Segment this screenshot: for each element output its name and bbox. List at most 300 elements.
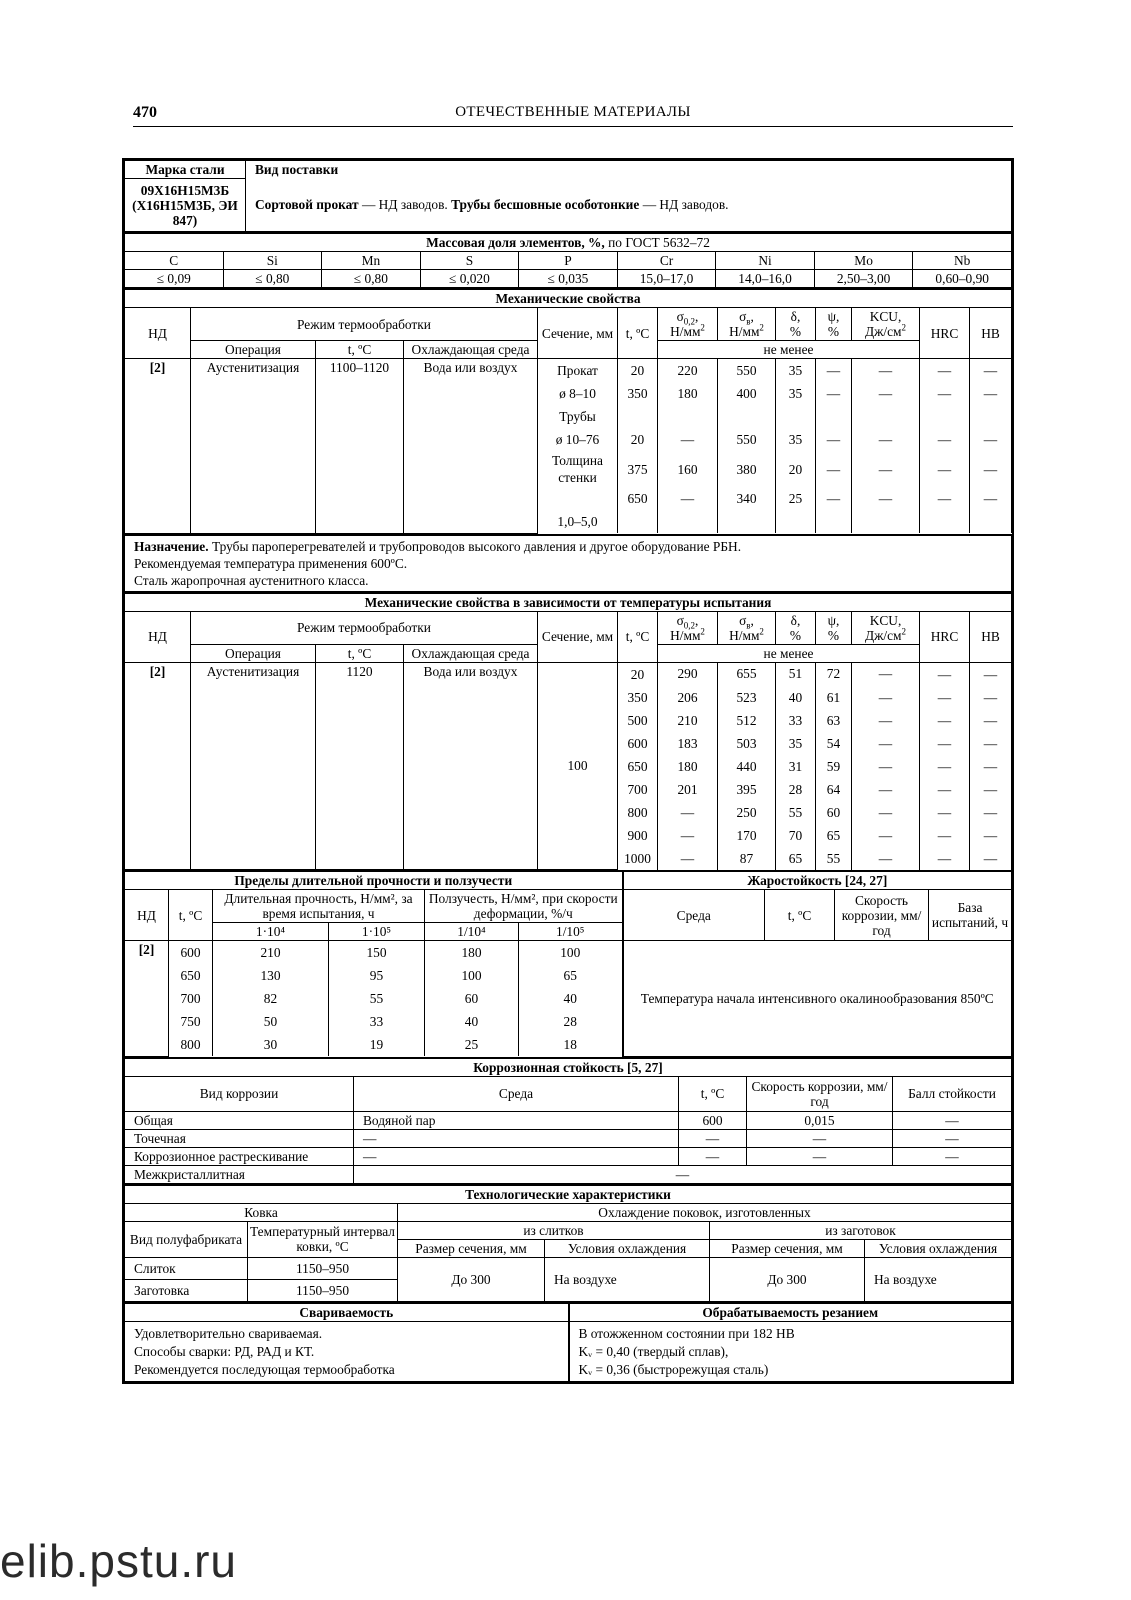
mech-temp-table	[124, 592, 1012, 871]
mech-temp-value: —	[852, 847, 920, 870]
mech-value: 550	[718, 359, 776, 383]
heat-rate-header: Скорость коррозии, мм/год	[835, 890, 929, 941]
cooling-value: Вода или воздух	[404, 359, 538, 534]
sigmab-header: $\sigma_в$, $Н/мм^2$	[718, 611, 776, 644]
page-header	[133, 104, 1013, 127]
cond-header: Условия охлаждения	[545, 1239, 710, 1257]
sigmab-header: $\sigma_в$, $Н/мм^2$	[718, 308, 776, 341]
t-header: t, ºC	[169, 890, 213, 941]
tech-table	[124, 1184, 1012, 1302]
table-row	[125, 941, 1012, 965]
cooling-header: Охлаждающая среда	[404, 341, 538, 359]
mech-value: 180	[658, 382, 718, 405]
mech-temp-value: —	[970, 709, 1012, 732]
steel-datasheet	[122, 158, 1014, 1384]
hrc-header: HRC	[920, 611, 970, 662]
heat-base-header: База испытаний, ч	[929, 890, 1012, 941]
mech-temp-value: 87	[718, 847, 776, 870]
creep-h2: 1·10⁵	[329, 923, 425, 941]
mech-value: 20	[618, 428, 658, 451]
section-value: ø 8–10	[538, 382, 618, 405]
watermark: elib.pstu.ru	[0, 1535, 238, 1587]
regime-header: Режим термообработки	[191, 611, 538, 644]
element-symbol: C	[125, 252, 224, 270]
mech-value	[920, 510, 970, 533]
creep-h3: 1/10⁴	[425, 923, 519, 941]
creep-value: 600	[169, 941, 213, 965]
creep-value: 55	[329, 987, 425, 1010]
nd-header: НД	[125, 308, 191, 359]
mech-temp-value: —	[852, 662, 920, 686]
table-row	[125, 662, 1012, 686]
corr-value: —	[354, 1147, 679, 1165]
supply-text: Сортовой прокат — НД заводов. Трубы бесшовные особотонкие — НД заводов.	[246, 179, 1012, 232]
mech-value	[970, 510, 1012, 533]
ne-menee: не менее	[658, 341, 920, 359]
creep-value: 18	[519, 1033, 623, 1056]
section-value: Толщина стенки	[538, 451, 618, 487]
mech-value: 550	[718, 428, 776, 451]
mech-value	[816, 510, 852, 533]
element-value: ≤ 0,80	[223, 270, 322, 288]
heat-medium-header: Среда	[623, 890, 765, 941]
creep-value: 700	[169, 987, 213, 1010]
corr-value: —	[679, 1147, 747, 1165]
mech-value: —	[970, 451, 1012, 487]
section-value	[538, 487, 618, 510]
operation-header: Операция	[191, 644, 316, 662]
mech-value	[852, 405, 920, 428]
mech-temp-value: 170	[718, 824, 776, 847]
mech-temp-value: —	[852, 801, 920, 824]
mech-temp-value: —	[658, 824, 718, 847]
element-symbol: P	[519, 252, 618, 270]
composition-table	[124, 232, 1012, 288]
mech-temp-value: 65	[816, 824, 852, 847]
mech-temp-value: 206	[658, 686, 718, 709]
section-header: Сечение, мм	[538, 308, 618, 359]
nd-header: НД	[125, 890, 169, 941]
mech-value: 400	[718, 382, 776, 405]
t-header: t, ºC	[618, 308, 658, 359]
mech-value: —	[920, 359, 970, 383]
corr-value: 600	[679, 1111, 747, 1129]
mech-temp-value: 61	[816, 686, 852, 709]
element-value: 15,0–17,0	[617, 270, 716, 288]
mech-temp-value: 250	[718, 801, 776, 824]
composition-title: Массовая доля элементов, %, по ГОСТ 5632–72	[125, 233, 1012, 252]
creep-value: 82	[213, 987, 329, 1010]
mech-temp-value: 500	[618, 709, 658, 732]
purpose-text: Назначение. Трубы пароперегревателей и трубопроводов высокого давления и другое оборудование РБН. Рекомендуемая температура применения 600ºС. Сталь жаропрочная аустенитного класса.	[125, 535, 1012, 592]
regime-header: Режим термообработки	[191, 308, 538, 341]
ne-menee: не менее	[658, 644, 920, 662]
tc-header: t, ºC	[316, 341, 404, 359]
mech-temp-value: 655	[718, 662, 776, 686]
mech-temp-value: 51	[776, 662, 816, 686]
mech-temp-value: 60	[816, 801, 852, 824]
mech-value: 350	[618, 382, 658, 405]
element-value: ≤ 0,020	[420, 270, 519, 288]
corrosion-title: Коррозионная стойкость [5, 27]	[125, 1058, 1012, 1077]
mech-temp-value: —	[920, 732, 970, 755]
creep-h4: 1/10⁵	[519, 923, 623, 941]
creep-value: 800	[169, 1033, 213, 1056]
creep-value: 65	[519, 964, 623, 987]
mech-temp-value: —	[920, 662, 970, 686]
mech-value: 20	[618, 359, 658, 383]
mech-temp-value: —	[852, 778, 920, 801]
interval-value: 1150–950	[248, 1279, 398, 1301]
creep-value: 50	[213, 1010, 329, 1033]
mech-value: 220	[658, 359, 718, 383]
hrc-header: HRC	[920, 308, 970, 359]
corr-value: —	[354, 1165, 1012, 1183]
mech-value: —	[970, 382, 1012, 405]
section-value: ø 10–76	[538, 428, 618, 451]
section-value: Прокат	[538, 359, 618, 383]
corr-rate-header: Скорость коррозии, мм/год	[747, 1076, 893, 1111]
interval-value: 1150–950	[248, 1257, 398, 1279]
mech-temp-value: 440	[718, 755, 776, 778]
element-symbol: Cr	[617, 252, 716, 270]
mech-temp-value: 1000	[618, 847, 658, 870]
creep-value: 100	[519, 941, 623, 965]
section-value: Трубы	[538, 405, 618, 428]
mech-temp-value: —	[852, 824, 920, 847]
mech-temp-value: —	[852, 686, 920, 709]
corr-value: Водяной пар	[354, 1111, 679, 1129]
mech-temp-value: —	[970, 824, 1012, 847]
mech-value	[718, 405, 776, 428]
corr-value: —	[747, 1129, 893, 1147]
mech-temp-value: 55	[816, 847, 852, 870]
mech-temp-value: —	[970, 732, 1012, 755]
mech-temp-value: —	[920, 801, 970, 824]
corr-value: —	[747, 1147, 893, 1165]
mech-title: Механические свойства	[125, 289, 1012, 308]
table-row	[125, 1129, 1012, 1147]
element-symbol: Mo	[814, 252, 913, 270]
mech-value: —	[920, 428, 970, 451]
sigma02-header: $\sigma_{0,2}$, $Н/мм^2$	[658, 611, 718, 644]
creep-value: 130	[213, 964, 329, 987]
mech-value: 650	[618, 487, 658, 510]
section-value: 100	[538, 662, 618, 870]
weld-text: Удовлетворительно свариваемая. Способы сварки: РД, РАД и КТ. Рекомендуется последующая термообработка	[125, 1321, 569, 1381]
corr-value: 0,015	[747, 1111, 893, 1129]
mech-value: —	[920, 451, 970, 487]
hb-header: HB	[970, 308, 1012, 359]
creep-value: 95	[329, 964, 425, 987]
nd-ref: [2]	[125, 359, 191, 534]
mech-value: —	[816, 382, 852, 405]
nd-ref: [2]	[125, 662, 191, 870]
mech-value: —	[970, 428, 1012, 451]
mech-value: 340	[718, 487, 776, 510]
cooling-forgings-header: Охлаждение поковок, изготовленных	[398, 1203, 1012, 1221]
section-header: Сечение, мм	[538, 611, 618, 662]
corr-value: Общая	[125, 1111, 354, 1129]
cond-value: На воздухе	[545, 1257, 710, 1301]
mech-value: —	[970, 487, 1012, 510]
mech-value: 20	[776, 451, 816, 487]
mech-temp-value: —	[920, 686, 970, 709]
psi-header: ψ, %	[816, 611, 852, 644]
corr-value: —	[893, 1147, 1012, 1165]
operation-value: Аустенитизация	[191, 359, 316, 534]
cond-value: На воздухе	[865, 1257, 1012, 1301]
mech-value: 35	[776, 359, 816, 383]
heat-t-header: t, ºC	[765, 890, 835, 941]
creep-header: Ползучесть, Н/мм², при скорости деформации, %/ч	[425, 890, 623, 923]
mech-value: —	[816, 428, 852, 451]
mech-temp-value: —	[658, 801, 718, 824]
mech-value	[852, 510, 920, 533]
mechanical-properties-table	[124, 288, 1012, 534]
mech-temp-value: 350	[618, 686, 658, 709]
creep-value: 150	[329, 941, 425, 965]
semi-value: Слиток	[125, 1257, 248, 1279]
mech-value: —	[658, 428, 718, 451]
mech-temp-value: 20	[618, 662, 658, 686]
t-range-value: 1100–1120	[316, 359, 404, 534]
long-strength-header: Длительная прочность, Н/мм², за время испытания, ч	[213, 890, 425, 923]
grade-table	[124, 160, 1012, 232]
creep-heat-table	[124, 870, 1012, 1057]
creep-value: 30	[213, 1033, 329, 1056]
mech-temp-value: 503	[718, 732, 776, 755]
corr-value: —	[893, 1129, 1012, 1147]
element-symbol: Ni	[716, 252, 815, 270]
mech-value	[618, 510, 658, 533]
element-symbol: Nb	[913, 252, 1012, 270]
mech-value	[718, 510, 776, 533]
mech-temp-value: —	[852, 732, 920, 755]
cond-header: Условия охлаждения	[865, 1239, 1012, 1257]
mech-value: —	[816, 487, 852, 510]
mech-temp-value: —	[970, 778, 1012, 801]
mech-temp-value: —	[920, 755, 970, 778]
delta-header: δ, %	[776, 611, 816, 644]
mech-value	[618, 405, 658, 428]
size-value: До 300	[398, 1257, 545, 1301]
element-symbol: Mn	[322, 252, 421, 270]
operation-header: Операция	[191, 341, 316, 359]
mech-temp-value: —	[970, 686, 1012, 709]
nd-header: НД	[125, 611, 191, 662]
creep-value: 40	[519, 987, 623, 1010]
mech-value: —	[852, 428, 920, 451]
mech-value: —	[920, 487, 970, 510]
element-value: ≤ 0,09	[125, 270, 224, 288]
corr-value: —	[354, 1129, 679, 1147]
corr-type-header: Вид коррозии	[125, 1076, 354, 1111]
size-header: Размер сечения, мм	[398, 1239, 545, 1257]
creep-title: Пределы длительной прочности и ползучести	[125, 871, 623, 890]
mech-temp-value: —	[920, 778, 970, 801]
mech-value: 35	[776, 428, 816, 451]
mech-temp-value: 59	[816, 755, 852, 778]
section-value: 1,0–5,0	[538, 510, 618, 533]
mech-temp-value: 600	[618, 732, 658, 755]
mech-temp-value: —	[920, 824, 970, 847]
creep-value: 180	[425, 941, 519, 965]
ingots-header: из слитков	[398, 1221, 710, 1239]
supply-label: Вид поставки	[246, 161, 1012, 179]
mech-temp-value: 55	[776, 801, 816, 824]
mech-value: 380	[718, 451, 776, 487]
heat-title: Жаростойкость [24, 27]	[623, 871, 1012, 890]
element-value: 2,50–3,00	[814, 270, 913, 288]
mech-value	[658, 405, 718, 428]
t-value: 1120	[316, 662, 404, 870]
mech-temp-value: 64	[816, 778, 852, 801]
mech-temp-value: 395	[718, 778, 776, 801]
mech-value: —	[852, 382, 920, 405]
table-row	[125, 1147, 1012, 1165]
mech-value: —	[970, 359, 1012, 383]
tc-header: t, ºC	[316, 644, 404, 662]
psi-header: ψ, %	[816, 308, 852, 341]
mech-value: 160	[658, 451, 718, 487]
page-number: 470	[133, 104, 157, 121]
mech-temp-value: 800	[618, 801, 658, 824]
t-header: t, ºC	[618, 611, 658, 662]
mech-temp-value: 70	[776, 824, 816, 847]
creep-value: 60	[425, 987, 519, 1010]
weld-mach-table	[124, 1302, 1012, 1382]
creep-h1: 1·10⁴	[213, 923, 329, 941]
mech-temp-value: 35	[776, 732, 816, 755]
semi-header: Вид полуфабриката	[125, 1221, 248, 1257]
interval-header: Температурный интервал ковки, ºC	[248, 1221, 398, 1257]
mech-value	[658, 510, 718, 533]
cooling-value: Вода или воздух	[404, 662, 538, 870]
element-symbol: Si	[223, 252, 322, 270]
creep-value: 25	[425, 1033, 519, 1056]
mech-temp-value: —	[970, 662, 1012, 686]
creep-value: 100	[425, 964, 519, 987]
table-row	[125, 1111, 1012, 1129]
corr-value: —	[679, 1129, 747, 1147]
mech-temp-value: —	[852, 709, 920, 732]
corr-t-header: t, ºC	[679, 1076, 747, 1111]
running-title: ОТЕЧЕСТВЕННЫЕ МАТЕРИАЛЫ	[455, 104, 691, 120]
corr-value: —	[893, 1111, 1012, 1129]
grade-value: 09Х16Н15М3Б (Х16Н15М3Б, ЭИ 847)	[125, 179, 246, 232]
billets-header: из заготовок	[710, 1221, 1012, 1239]
mech-value: —	[816, 359, 852, 383]
mech-temp-value: 523	[718, 686, 776, 709]
nd-ref: [2]	[125, 941, 169, 1057]
mech-temp-value: —	[970, 801, 1012, 824]
mech-temp-value: 65	[776, 847, 816, 870]
mach-title: Обрабатываемость резанием	[569, 1303, 1012, 1322]
mech-value	[970, 405, 1012, 428]
kcu-header: KCU, $Дж/см^2$	[852, 611, 920, 644]
mech-temp-value: —	[970, 755, 1012, 778]
mech-temp-value: 63	[816, 709, 852, 732]
mech-temp-value: 900	[618, 824, 658, 847]
mach-text: В отожженном состоянии при 182 НВ Kᵥ = 0,40 (твердый сплав), Kᵥ = 0,36 (быстрорежущая сталь)	[569, 1321, 1012, 1381]
tech-title: Технологические характеристики	[125, 1185, 1012, 1204]
delta-header: δ, %	[776, 308, 816, 341]
mech-value: 35	[776, 382, 816, 405]
creep-value: 19	[329, 1033, 425, 1056]
element-value: 14,0–16,0	[716, 270, 815, 288]
weld-title: Свариваемость	[125, 1303, 569, 1322]
mech-value: —	[852, 451, 920, 487]
mech-value: 25	[776, 487, 816, 510]
mech-value	[816, 405, 852, 428]
corr-ball-header: Балл стойкости	[893, 1076, 1012, 1111]
mech-temp-value: 28	[776, 778, 816, 801]
mech-temp-value: —	[920, 709, 970, 732]
mech-temp-value: 512	[718, 709, 776, 732]
mech-temp-value: 72	[816, 662, 852, 686]
corrosion-table	[124, 1057, 1012, 1184]
corr-value: Точечная	[125, 1129, 354, 1147]
mech-temp-value: 290	[658, 662, 718, 686]
creep-value: 33	[329, 1010, 425, 1033]
creep-value: 210	[213, 941, 329, 965]
mech-value: —	[852, 487, 920, 510]
mech-temp-value: 31	[776, 755, 816, 778]
creep-value: 40	[425, 1010, 519, 1033]
mech-temp-value: 210	[658, 709, 718, 732]
element-value: ≤ 0,035	[519, 270, 618, 288]
mech-temp-value: —	[852, 755, 920, 778]
mech-value	[776, 510, 816, 533]
element-value: ≤ 0,80	[322, 270, 421, 288]
semi-value: Заготовка	[125, 1279, 248, 1301]
kcu-header: KCU, $Дж/см^2$	[852, 308, 920, 341]
mech-value: 375	[618, 451, 658, 487]
corr-type: Межкристаллитная	[125, 1165, 354, 1183]
creep-value: 650	[169, 964, 213, 987]
mech-value: —	[920, 382, 970, 405]
element-value: 0,60–0,90	[913, 270, 1012, 288]
purpose-table	[124, 534, 1012, 592]
mech-value: —	[658, 487, 718, 510]
mech-temp-value: 33	[776, 709, 816, 732]
element-symbol: S	[420, 252, 519, 270]
cooling-header: Охлаждающая среда	[404, 644, 538, 662]
mech-value	[776, 405, 816, 428]
corr-value: Коррозионное растрескивание	[125, 1147, 354, 1165]
mech-temp-value: —	[970, 847, 1012, 870]
grade-label: Марка стали	[125, 161, 246, 179]
hb-header: HB	[970, 611, 1012, 662]
mech-temp-value: —	[920, 847, 970, 870]
mech-value	[920, 405, 970, 428]
table-row	[125, 359, 1012, 383]
mech-temp-value: 40	[776, 686, 816, 709]
creep-value: 28	[519, 1010, 623, 1033]
operation-value: Аустенитизация	[191, 662, 316, 870]
mech-temp-value: 54	[816, 732, 852, 755]
mech-temp-title: Механические свойства в зависимости от температуры испытания	[125, 593, 1012, 612]
mech-temp-value: —	[658, 847, 718, 870]
mech-temp-value: 180	[658, 755, 718, 778]
mech-temp-value: 183	[658, 732, 718, 755]
size-value: До 300	[710, 1257, 865, 1301]
mech-temp-value: 700	[618, 778, 658, 801]
mech-value: —	[852, 359, 920, 383]
size-header: Размер сечения, мм	[710, 1239, 865, 1257]
forging-header: Ковка	[125, 1203, 398, 1221]
